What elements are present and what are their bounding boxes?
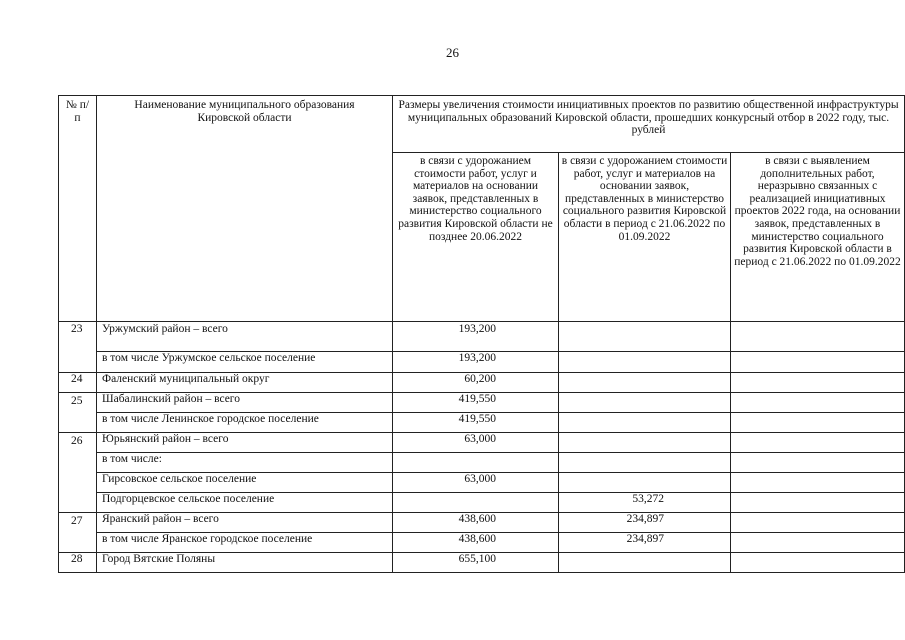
row-value-3 bbox=[731, 493, 905, 513]
row-value-2: 53,272 bbox=[559, 493, 731, 513]
row-value-3 bbox=[731, 413, 905, 433]
row-value-1: 419,550 bbox=[393, 393, 559, 413]
table-row bbox=[59, 553, 905, 573]
row-value-3 bbox=[731, 352, 905, 373]
row-value-1: 438,600 bbox=[393, 533, 559, 553]
row-value-3 bbox=[731, 433, 905, 453]
header-sub-3: в связи с выявлением дополнительных работ, неразрывно связанных с реализацией инициативных проектов 2022 года, на основании заявок, представленных в министерство социального развития Кировской области в период с 21.06.2022 по 01.09.2022 bbox=[731, 153, 905, 322]
table-row bbox=[59, 473, 905, 493]
row-value-2 bbox=[559, 433, 731, 453]
row-name: Подгорцевское сельское поселение bbox=[97, 493, 393, 513]
row-value-2 bbox=[559, 393, 731, 413]
row-value-2: 234,897 bbox=[559, 513, 731, 533]
row-value-3 bbox=[731, 393, 905, 413]
row-value-3 bbox=[731, 453, 905, 473]
table-row bbox=[59, 453, 905, 473]
table-row bbox=[59, 513, 905, 533]
header-sub-1: в связи с удорожанием стоимости работ, услуг и материалов на основании заявок, представленных в министерство социального развития Кировской области не позднее 20.06.2022 bbox=[393, 153, 559, 322]
row-value-2 bbox=[559, 373, 731, 393]
municipal-funding-table bbox=[58, 95, 905, 573]
row-value-1: 438,600 bbox=[393, 513, 559, 533]
row-name: Шабалинский район – всего bbox=[97, 393, 393, 413]
row-value-1: 419,550 bbox=[393, 413, 559, 433]
table-header-row bbox=[59, 96, 905, 153]
row-value-1: 655,100 bbox=[393, 553, 559, 573]
row-num: 25 bbox=[59, 393, 97, 433]
row-value-1: 63,000 bbox=[393, 473, 559, 493]
header-sub-2: в связи с удорожанием стоимости работ, услуг и материалов на основании заявок, представленных в министерство социального развития Кировской области в период с 21.06.2022 по 01.09.2022 bbox=[559, 153, 731, 322]
row-num: 24 bbox=[59, 373, 97, 393]
row-value-3 bbox=[731, 473, 905, 493]
row-value-3 bbox=[731, 322, 905, 352]
row-name: в том числе Уржумское сельское поселение bbox=[97, 352, 393, 373]
row-value-2 bbox=[559, 352, 731, 373]
header-num: № п/п bbox=[59, 96, 97, 322]
row-num: 26 bbox=[59, 433, 97, 513]
table-row bbox=[59, 533, 905, 553]
row-num: 27 bbox=[59, 513, 97, 553]
table-row bbox=[59, 373, 905, 393]
row-name: в том числе Ленинское городское поселение bbox=[97, 413, 393, 433]
header-name: Наименование муниципального образования Кировской области bbox=[97, 96, 393, 322]
table-row bbox=[59, 352, 905, 373]
row-name: в том числе: bbox=[97, 453, 393, 473]
row-value-1: 60,200 bbox=[393, 373, 559, 393]
row-value-2 bbox=[559, 473, 731, 493]
row-value-2 bbox=[559, 453, 731, 473]
row-name: Фаленский муниципальный округ bbox=[97, 373, 393, 393]
row-name: Город Вятские Поляны bbox=[97, 553, 393, 573]
row-value-1: 193,200 bbox=[393, 352, 559, 373]
table-row bbox=[59, 393, 905, 413]
row-value-2 bbox=[559, 553, 731, 573]
row-value-1 bbox=[393, 453, 559, 473]
row-num: 28 bbox=[59, 553, 97, 573]
row-value-1: 63,000 bbox=[393, 433, 559, 453]
row-value-2 bbox=[559, 413, 731, 433]
page-number: 26 bbox=[446, 45, 459, 60]
row-value-1: 193,200 bbox=[393, 322, 559, 352]
row-num: 23 bbox=[59, 322, 97, 373]
row-value-2: 234,897 bbox=[559, 533, 731, 553]
table-row bbox=[59, 322, 905, 352]
row-name: в том числе Яранское городское поселение bbox=[97, 533, 393, 553]
row-value-3 bbox=[731, 553, 905, 573]
row-name: Уржумский район – всего bbox=[97, 322, 393, 352]
row-name: Гирсовское сельское поселение bbox=[97, 473, 393, 493]
row-name: Яранский район – всего bbox=[97, 513, 393, 533]
row-value-3 bbox=[731, 373, 905, 393]
row-name: Юрьянский район – всего bbox=[97, 433, 393, 453]
table-row bbox=[59, 493, 905, 513]
row-value-3 bbox=[731, 533, 905, 553]
row-value-2 bbox=[559, 322, 731, 352]
row-value-1 bbox=[393, 493, 559, 513]
header-main: Размеры увеличения стоимости инициативных проектов по развитию общественной инфраструктуры муниципальных образований Кировской области, прошедших конкурсный отбор в 2022 году, тыс. рублей bbox=[393, 96, 905, 153]
table-row bbox=[59, 413, 905, 433]
row-value-3 bbox=[731, 513, 905, 533]
table-row bbox=[59, 433, 905, 453]
